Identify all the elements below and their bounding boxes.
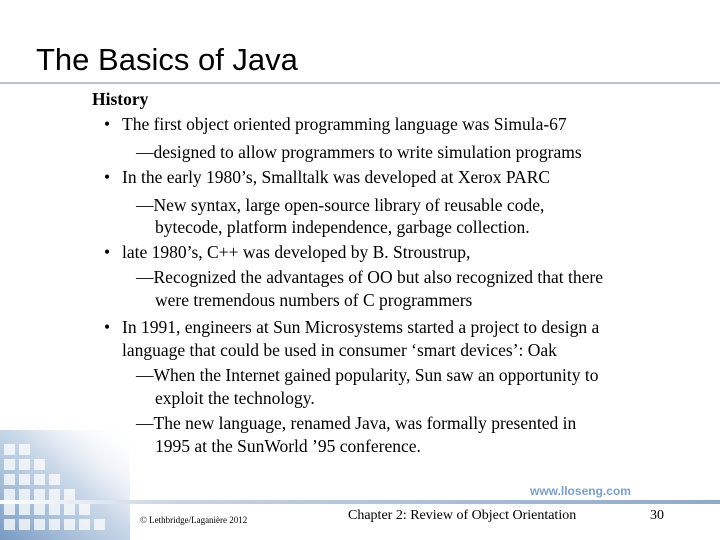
sub-smalltalk-line2: bytecode, platform independence, garbage collection. bbox=[155, 217, 530, 237]
slide-title: The Basics of Java bbox=[36, 42, 298, 77]
bullet-icon: • bbox=[104, 114, 111, 134]
bullet-icon: • bbox=[104, 167, 111, 187]
sub-sunworld-line2: 1995 at the SunWorld ’95 conference. bbox=[155, 436, 421, 456]
bullet-java-line2: language that could be used in consumer ‘smart devices’: Oak bbox=[122, 340, 557, 360]
bullet-simula: The first object oriented programming language was Simula-67 bbox=[122, 114, 567, 134]
bullet-smalltalk: In the early 1980’s, Smalltalk was developed at Xerox PARC bbox=[122, 167, 551, 187]
website-url: www.lloseng.com bbox=[530, 484, 631, 498]
bullet-cpp: late 1980’s, C++ was developed by B. Stroustrup, bbox=[122, 242, 471, 262]
bullet-icon: • bbox=[104, 242, 111, 262]
bullet-icon: • bbox=[104, 317, 111, 337]
decorative-grid-graphic bbox=[0, 430, 130, 540]
page-number: 30 bbox=[650, 508, 664, 523]
chapter-title: Chapter 2: Review of Object Orientation bbox=[348, 508, 577, 523]
bullet-java-line1: In 1991, engineers at Sun Microsystems started a project to design a bbox=[122, 317, 600, 337]
sub-internet-line2: exploit the technology. bbox=[155, 388, 315, 408]
copyright-text: © Lethbridge/Laganière 2012 bbox=[140, 515, 248, 525]
sub-simula: —designed to allow programmers to write simulation programs bbox=[136, 142, 582, 162]
section-heading: History bbox=[92, 89, 149, 109]
sub-cpp-line1: —Recognized the advantages of OO but also recognized that there bbox=[136, 267, 603, 287]
sub-cpp-line2: were tremendous numbers of C programmers bbox=[155, 290, 473, 310]
sub-smalltalk-line1: —New syntax, large open-source library of reusable code, bbox=[136, 195, 545, 215]
footer-divider bbox=[0, 500, 720, 504]
sub-internet-line1: —When the Internet gained popularity, Sun saw an opportunity to bbox=[136, 365, 599, 385]
sub-sunworld-line1: —The new language, renamed Java, was formally presented in bbox=[136, 413, 577, 433]
